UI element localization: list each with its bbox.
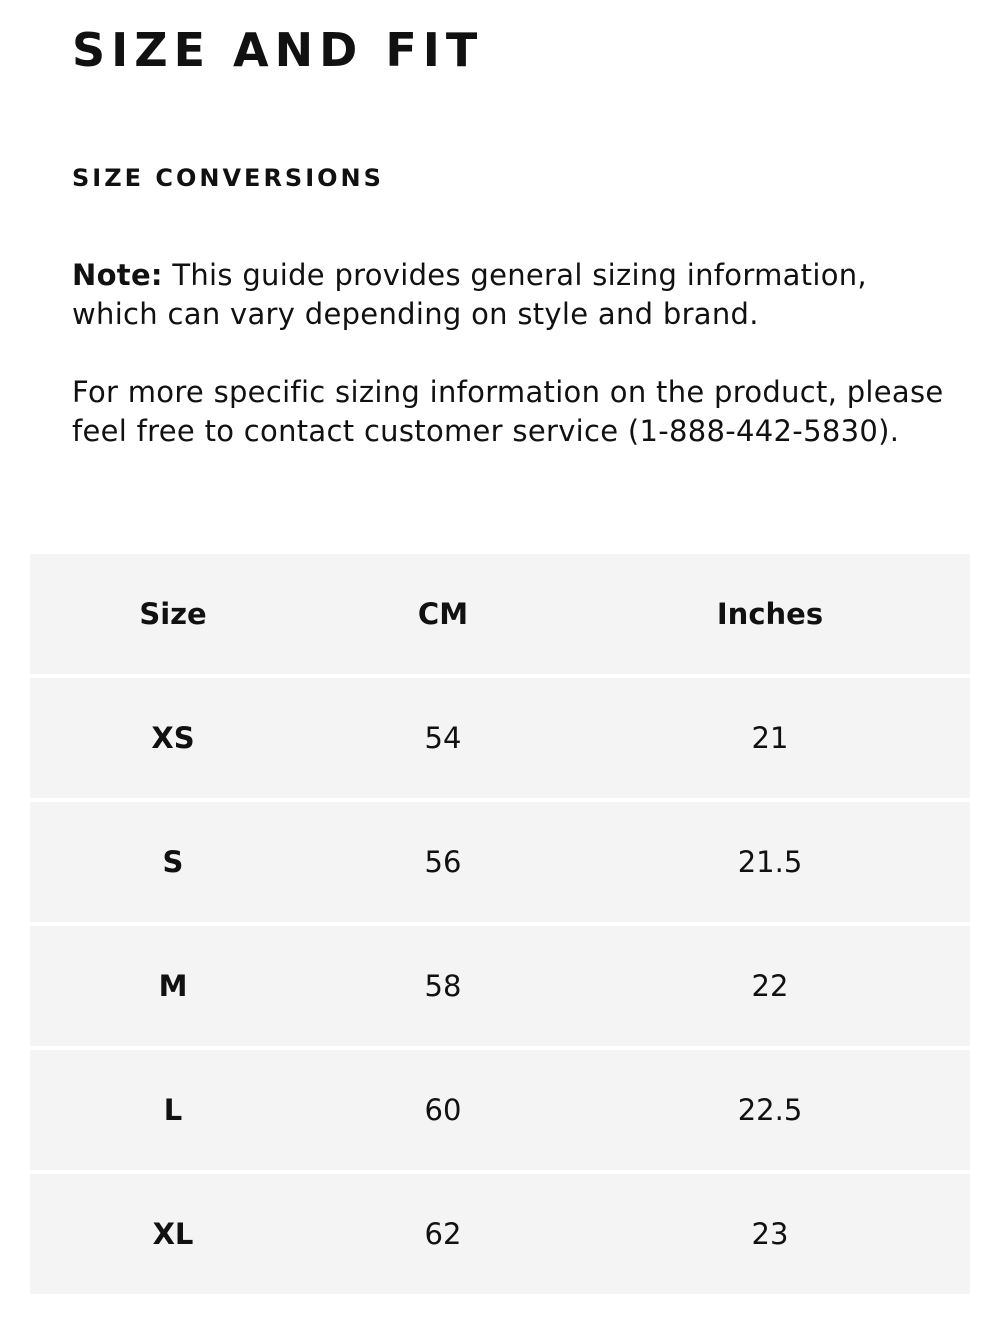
table-header-row <box>30 554 970 674</box>
section-title: SIZE CONVERSIONS <box>72 164 384 192</box>
cm-cell: 62 <box>316 1174 570 1294</box>
header-size: Size <box>30 554 316 674</box>
sizing-note <box>72 256 952 334</box>
inches-cell: 21 <box>570 678 970 798</box>
table-row <box>30 1174 970 1294</box>
cm-cell: 60 <box>316 1050 570 1170</box>
size-cell: XL <box>30 1174 316 1294</box>
inches-cell: 22 <box>570 926 970 1046</box>
table-row <box>30 926 970 1046</box>
size-conversion-table <box>30 550 970 1298</box>
cm-cell: 54 <box>316 678 570 798</box>
contact-info: For more specific sizing information on the product, please feel free to contact customer service (1-888-442-5830). <box>72 375 944 448</box>
table-row <box>30 678 970 798</box>
size-cell: M <box>30 926 316 1046</box>
size-cell: XS <box>30 678 316 798</box>
note-text: This guide provides general sizing information, which can vary depending on style and brand. <box>72 258 867 331</box>
size-cell: S <box>30 802 316 922</box>
inches-cell: 21.5 <box>570 802 970 922</box>
header-inches: Inches <box>570 554 970 674</box>
note-label: Note: <box>72 258 163 292</box>
inches-cell: 23 <box>570 1174 970 1294</box>
table-row <box>30 802 970 922</box>
header-cm: CM <box>316 554 570 674</box>
table-row <box>30 1050 970 1170</box>
page-title: SIZE AND FIT <box>72 23 484 77</box>
inches-cell: 22.5 <box>570 1050 970 1170</box>
cm-cell: 56 <box>316 802 570 922</box>
size-cell: L <box>30 1050 316 1170</box>
cm-cell: 58 <box>316 926 570 1046</box>
